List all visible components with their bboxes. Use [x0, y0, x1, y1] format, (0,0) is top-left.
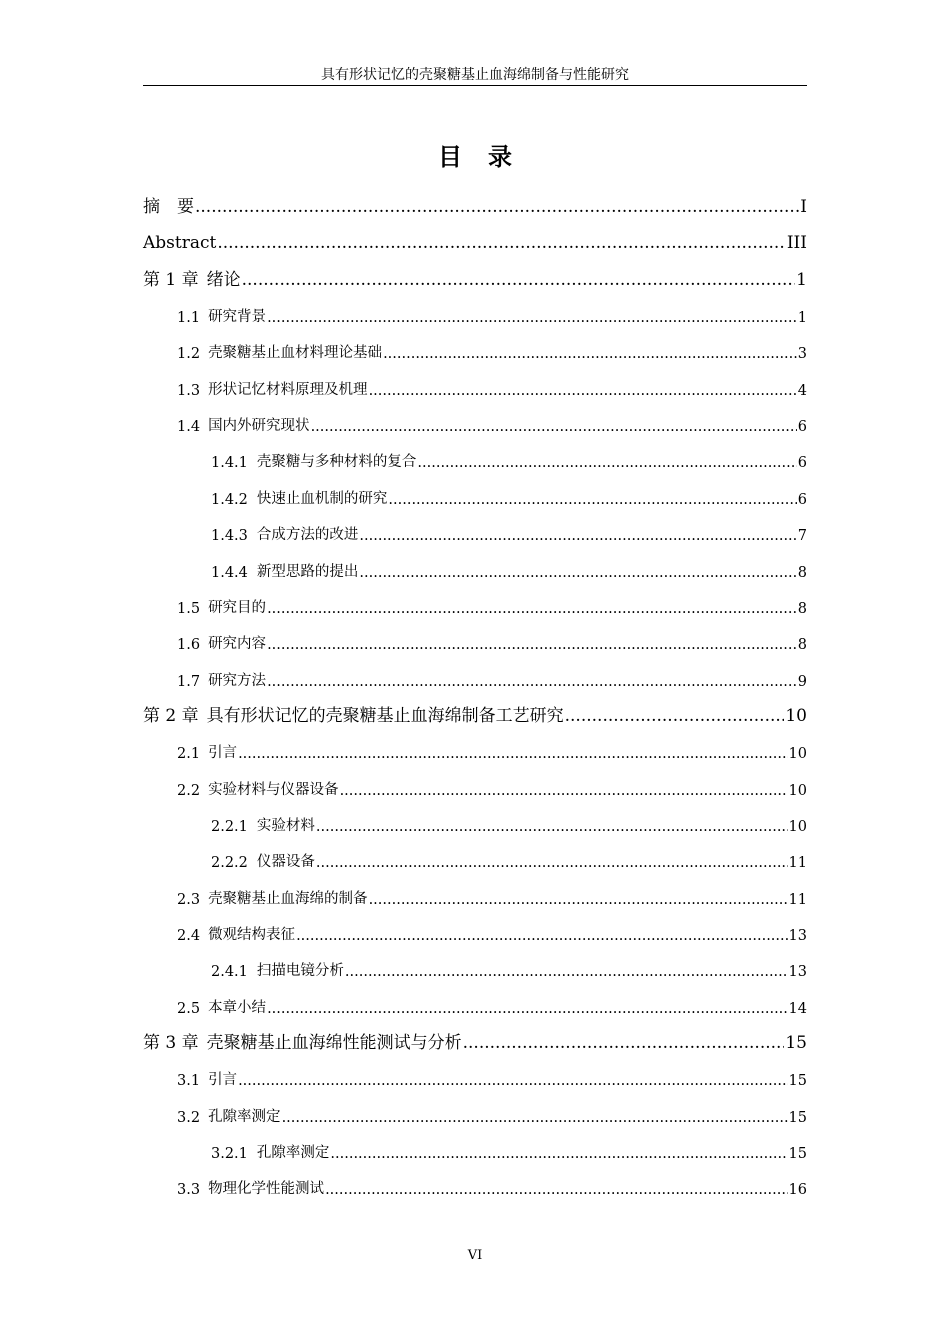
toc-entry-label: 新型思路的提出	[256, 563, 359, 580]
toc-entry-number: 1.4	[177, 419, 201, 436]
toc-entry[interactable]	[177, 595, 807, 617]
toc-entry[interactable]	[211, 449, 807, 471]
toc-entry-label: 孔隙率测定	[256, 1145, 330, 1162]
toc-entry-number: 2.2.2	[211, 855, 248, 872]
toc-entry-label: 仪器设备	[256, 854, 315, 871]
toc-entry-page: 9	[797, 673, 807, 690]
toc-entry-number: 1.4.3	[211, 528, 248, 545]
toc-entry-number: 2.2	[177, 782, 201, 799]
toc-entry-number: 3.1	[177, 1073, 201, 1090]
toc-dot-leader	[417, 455, 796, 471]
toc-entry-page: 1	[796, 269, 807, 290]
toc-dot-leader	[238, 746, 787, 762]
toc-dot-leader	[267, 1001, 787, 1017]
toc-dot-leader	[195, 197, 799, 217]
toc-entry-label: 本章小结	[208, 999, 267, 1016]
toc-dot-leader	[238, 1073, 787, 1089]
toc-entry-page: 10	[788, 818, 807, 835]
toc-entry-label: 研究方法	[208, 672, 267, 689]
toc-entry[interactable]	[177, 777, 807, 799]
toc-dot-leader	[316, 855, 788, 871]
toc-entry-page: III	[786, 233, 807, 254]
toc-entry-page: 10	[788, 782, 807, 799]
toc-entry-page: 6	[797, 491, 807, 508]
toc-dot-leader	[345, 964, 788, 980]
toc-dot-leader	[282, 1110, 788, 1126]
toc-entry-label: 孔隙率测定	[208, 1108, 281, 1125]
toc-entry[interactable]	[177, 304, 807, 326]
toc-entry-number: 第 1 章	[143, 269, 199, 290]
toc-dot-leader	[463, 1033, 785, 1053]
toc-entry-label: 摘 要	[143, 197, 194, 217]
toc-dot-leader	[565, 706, 785, 726]
toc-entry-number: 3.2.1	[211, 1146, 248, 1163]
toc-entry[interactable]	[177, 631, 807, 653]
toc-entry-label: 物理化学性能测试	[208, 1181, 325, 1198]
toc-entry[interactable]	[177, 1067, 807, 1089]
toc-entry[interactable]	[143, 268, 807, 290]
header-rule	[143, 85, 807, 86]
toc-entry[interactable]	[177, 377, 807, 399]
toc-entry-page: 6	[797, 419, 807, 436]
page-number: VI	[467, 1248, 483, 1263]
toc-entry-page: 14	[788, 1000, 807, 1017]
toc-entry-number: 1.3	[177, 382, 201, 399]
toc-entry-label: 研究背景	[208, 309, 267, 326]
toc-entry-label: 引言	[208, 745, 238, 762]
toc-dot-leader	[340, 783, 788, 799]
toc-entry-label: 具有形状记忆的壳聚糖基止血海绵制备工艺研究	[206, 705, 564, 726]
toc-entry-number: 1.5	[177, 600, 201, 617]
toc-dot-leader	[325, 1182, 787, 1198]
toc-entry[interactable]	[143, 704, 807, 726]
toc-entry[interactable]	[143, 231, 807, 253]
toc-entry[interactable]	[211, 559, 807, 581]
toc-entry-label: 实验材料	[256, 817, 315, 834]
toc-entry[interactable]	[211, 849, 807, 871]
toc-entry-label: Abstract	[143, 233, 217, 254]
toc-entry[interactable]	[211, 522, 807, 544]
toc-entry-number: 2.1	[177, 746, 201, 763]
toc-entry-page: 15	[788, 1146, 807, 1163]
toc-entry-page: 6	[797, 455, 807, 472]
toc-entry-page: 10	[785, 705, 807, 726]
toc-entry[interactable]	[211, 1140, 807, 1162]
toc-entry-number: 1.6	[177, 637, 201, 654]
toc-entry-number: 第 3 章	[143, 1033, 199, 1054]
toc-entry-page: 15	[788, 1109, 807, 1126]
toc-entry-label: 国内外研究现状	[208, 418, 310, 435]
toc-entry-label: 微观结构表征	[208, 927, 296, 943]
toc-entry-number: 2.2.1	[211, 818, 248, 835]
toc-entry-label: 研究内容	[208, 636, 267, 653]
toc-entry-page: 10	[788, 746, 807, 763]
toc-entry-label: 快速止血机制的研究	[256, 490, 388, 507]
toc-entry-page: 11	[788, 891, 807, 908]
toc-entry[interactable]	[211, 813, 807, 835]
toc-entry-number: 1.4.4	[211, 564, 248, 581]
toc-entry-label: 研究目的	[208, 599, 267, 616]
toc-dot-leader	[369, 892, 788, 908]
toc-dot-leader	[359, 565, 796, 581]
toc-entry[interactable]	[177, 995, 807, 1017]
toc-dot-leader	[217, 233, 786, 253]
toc-entry-page: 13	[788, 964, 807, 981]
toc-entry-label: 实验材料与仪器设备	[208, 781, 339, 798]
toc-entry[interactable]	[177, 886, 807, 908]
toc-dot-leader	[296, 928, 787, 944]
toc-entry-label: 引言	[208, 1072, 238, 1089]
toc-entry-page: 8	[797, 637, 807, 654]
toc-entry[interactable]	[143, 1031, 807, 1053]
toc-entry[interactable]	[177, 922, 807, 944]
toc-entry-label: 合成方法的改进	[256, 527, 359, 544]
toc-entry-page: 15	[785, 1033, 807, 1054]
toc-dot-leader	[267, 637, 797, 653]
toc-entry[interactable]	[177, 1104, 807, 1126]
toc-entry-number: 第 2 章	[143, 705, 199, 726]
toc-entry-label: 扫描电镜分析	[256, 963, 344, 980]
toc-dot-leader	[330, 1146, 787, 1162]
toc-entry[interactable]	[211, 958, 807, 980]
toc-entry[interactable]	[177, 340, 807, 362]
toc-entry[interactable]	[177, 413, 807, 435]
toc-dot-leader	[359, 528, 796, 544]
toc-dot-leader	[388, 492, 796, 508]
toc-entry-label: 壳聚糖基止血海绵的制备	[208, 890, 368, 907]
toc-entry-page: 3	[797, 346, 807, 363]
toc-entry-number: 1.7	[177, 673, 201, 690]
toc-entry-number: 2.5	[177, 1000, 201, 1017]
toc-entry-label: 壳聚糖与多种材料的复合	[256, 454, 417, 471]
toc-entry-number: 2.3	[177, 891, 201, 908]
toc-dot-leader	[383, 346, 797, 362]
toc-entry[interactable]	[177, 668, 807, 690]
toc-dot-leader	[267, 310, 797, 326]
running-header: 具有形状记忆的壳聚糖基止血海绵制备与性能研究	[321, 67, 629, 83]
toc-entry-number: 3.2	[177, 1109, 201, 1126]
toc-entry-label: 形状记忆材料原理及机理	[208, 381, 368, 398]
toc-dot-leader	[311, 419, 797, 435]
toc-entry-page: 13	[788, 928, 807, 944]
toc-entry-label: 绪论	[206, 269, 241, 290]
toc-entry-page: 11	[788, 855, 807, 872]
toc-entry-number: 1.1	[177, 310, 201, 327]
toc-entry-label: 壳聚糖基止血海绵性能测试与分析	[206, 1033, 462, 1054]
toc-entry-page: 8	[797, 600, 807, 617]
toc-dot-leader	[242, 270, 796, 290]
toc-entry-number: 2.4.1	[211, 964, 248, 981]
toc-entry-number: 1.4.1	[211, 455, 248, 472]
toc-entry-page: 7	[797, 528, 807, 545]
toc-entry-page: 4	[797, 382, 807, 399]
toc-dot-leader	[267, 674, 797, 690]
toc-title: 目录	[438, 143, 538, 171]
toc-entry-page: I	[800, 197, 807, 217]
toc-entry-page: 8	[797, 564, 807, 581]
toc-entry-number: 3.3	[177, 1182, 201, 1199]
toc-entry-label: 壳聚糖基止血材料理论基础	[208, 345, 383, 362]
toc-entry[interactable]	[211, 486, 807, 508]
toc-entry-number: 1.4.2	[211, 491, 248, 508]
toc-entry-page: 16	[788, 1182, 807, 1199]
toc-entry[interactable]	[177, 740, 807, 762]
toc-entry-number: 1.2	[177, 346, 201, 363]
toc-entry-number: 2.4	[177, 928, 201, 944]
toc-entry[interactable]	[177, 1176, 807, 1198]
toc-entry-page: 15	[788, 1073, 807, 1090]
toc-entry[interactable]	[143, 195, 807, 217]
toc-entry-page: 1	[797, 310, 807, 327]
toc-dot-leader	[369, 383, 797, 399]
toc-dot-leader	[316, 819, 788, 835]
toc-dot-leader	[267, 601, 797, 617]
